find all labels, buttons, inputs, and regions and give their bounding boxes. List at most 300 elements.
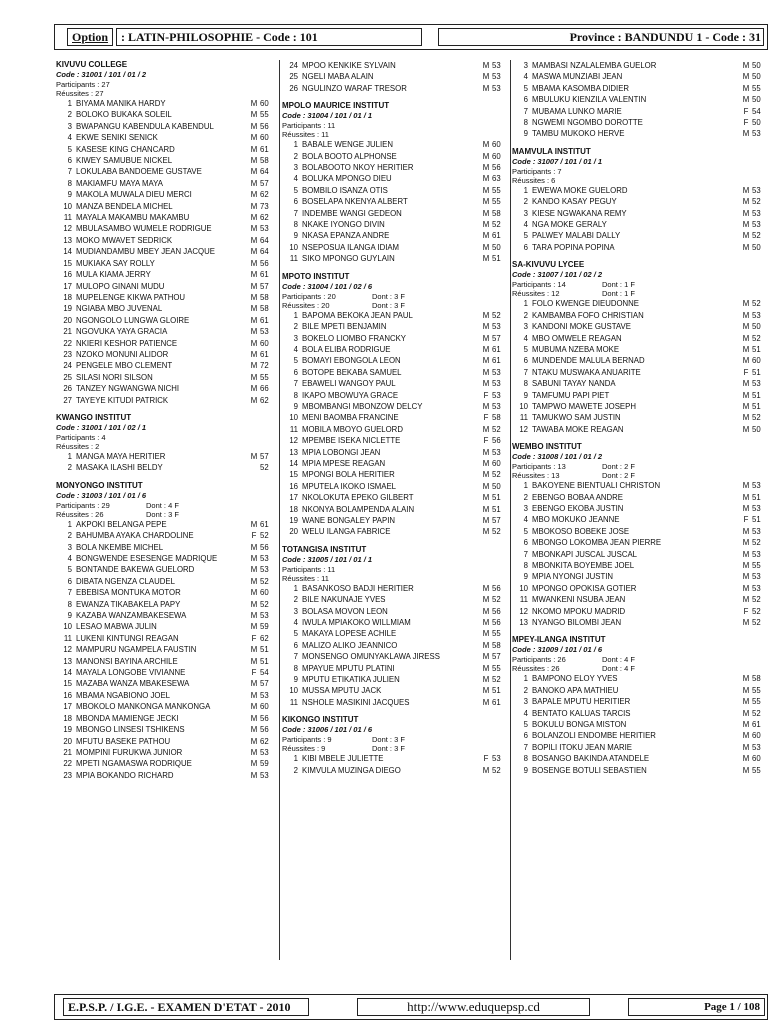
student-sex: M bbox=[482, 185, 490, 195]
student-score: 53 bbox=[492, 322, 501, 332]
student-number: 24 bbox=[63, 361, 72, 371]
student-number: 6 bbox=[523, 731, 528, 741]
student-name: BILE NAKUNAJE YVES bbox=[302, 595, 386, 605]
school-block bbox=[282, 60, 508, 94]
student-score: 55 bbox=[492, 663, 501, 673]
student-row bbox=[56, 656, 276, 667]
student-number: 7 bbox=[523, 742, 528, 752]
student-score: 53 bbox=[752, 379, 761, 389]
student-sex: M bbox=[482, 208, 490, 218]
student-score: 53 bbox=[752, 220, 761, 230]
student-score: 60 bbox=[492, 140, 501, 150]
student-row bbox=[282, 447, 508, 458]
student-name: NGULINZO WARAF TRESOR bbox=[302, 83, 407, 93]
student-name: MUKIAKA SAY ROLLY bbox=[76, 258, 155, 268]
student-score: 53 bbox=[752, 742, 761, 752]
student-score: 61 bbox=[260, 144, 269, 154]
school-code: Code : 31004 / 101 / 01 / 1 bbox=[282, 111, 373, 121]
student-score: 56 bbox=[492, 163, 501, 173]
student-score: 51 bbox=[752, 344, 761, 354]
student-sex: M bbox=[250, 542, 258, 552]
reussites-count: Réussites : 11 bbox=[282, 573, 329, 583]
student-row bbox=[512, 412, 768, 423]
student-sex: M bbox=[482, 220, 490, 230]
student-number: 4 bbox=[67, 554, 72, 563]
student-score: 51 bbox=[492, 686, 501, 696]
student-sex: M bbox=[250, 338, 258, 348]
student-number: 9 bbox=[67, 611, 72, 621]
reussites-line bbox=[56, 442, 276, 451]
student-sex: M bbox=[250, 144, 258, 154]
school-block bbox=[512, 260, 768, 435]
student-sex: M bbox=[250, 599, 258, 609]
student-score: 52 bbox=[752, 618, 761, 628]
student-score: 55 bbox=[752, 765, 761, 775]
student-row bbox=[512, 83, 768, 94]
student-sex: M bbox=[250, 315, 258, 325]
student-name: NKONYA BOLAMPENDA ALAIN bbox=[302, 504, 415, 514]
student-row bbox=[282, 139, 508, 150]
student-sex: F bbox=[483, 413, 489, 423]
reussites-count: Réussites : 27 bbox=[56, 89, 104, 98]
participants-line bbox=[282, 565, 508, 574]
student-score: 58 bbox=[492, 413, 501, 423]
student-number: 6 bbox=[523, 95, 528, 105]
student-sex: M bbox=[742, 731, 750, 741]
student-name: MUBUMA NZEBA MOKE bbox=[532, 344, 620, 354]
student-number: 2 bbox=[293, 322, 298, 332]
student-row bbox=[282, 685, 508, 696]
student-row bbox=[512, 503, 768, 514]
student-row bbox=[56, 269, 276, 280]
student-score: 52 bbox=[260, 463, 269, 473]
student-sex: M bbox=[250, 622, 258, 632]
school-name: KIVUVU COLLEGE bbox=[56, 60, 128, 69]
student-sex: M bbox=[482, 163, 490, 173]
student-score: 52 bbox=[752, 299, 761, 309]
student-row bbox=[56, 132, 276, 143]
student-score: 64 bbox=[260, 247, 269, 257]
student-name: PENGELE MBO CLEMENT bbox=[76, 361, 173, 371]
student-score: 50 bbox=[752, 61, 761, 70]
student-sex: F bbox=[743, 106, 749, 116]
student-score: 52 bbox=[752, 606, 761, 616]
student-number: 10 bbox=[289, 686, 298, 696]
student-row bbox=[56, 144, 276, 155]
student-score: 52 bbox=[260, 576, 269, 586]
reussites-count: Réussites : 11 bbox=[282, 130, 329, 140]
participants-count: Participants : 11 bbox=[282, 564, 336, 574]
student-score: 51 bbox=[492, 254, 501, 264]
student-sex: M bbox=[250, 133, 258, 143]
student-row bbox=[512, 549, 768, 560]
student-score: 52 bbox=[752, 538, 761, 548]
student-row bbox=[282, 344, 508, 355]
student-score: 61 bbox=[260, 270, 269, 280]
student-score: 52 bbox=[492, 310, 501, 320]
student-name: MPEMBE ISEKA NICLETTE bbox=[302, 436, 401, 446]
student-score: 60 bbox=[492, 458, 501, 468]
student-score: 53 bbox=[260, 554, 269, 563]
student-score: 60 bbox=[260, 588, 269, 598]
student-number: 22 bbox=[63, 759, 72, 769]
student-sex: F bbox=[483, 436, 489, 446]
student-name: MANONSI BAYINA ARCHILE bbox=[76, 656, 178, 666]
student-number: 13 bbox=[289, 447, 298, 457]
student-name: MBONGO LOKOMBA JEAN PIERRE bbox=[532, 538, 662, 548]
student-row bbox=[512, 378, 768, 389]
student-name: BOLA ELIBA RODRIGUE bbox=[302, 344, 391, 354]
student-name: MWANKENI NSUBA JEAN bbox=[532, 595, 626, 605]
student-row bbox=[512, 480, 768, 491]
student-number: 6 bbox=[293, 197, 298, 207]
student-score: 53 bbox=[260, 770, 269, 780]
student-score: 61 bbox=[492, 356, 501, 366]
student-row bbox=[512, 185, 768, 196]
student-row bbox=[512, 526, 768, 537]
student-number: 16 bbox=[289, 481, 298, 491]
student-sex: M bbox=[742, 333, 750, 343]
student-sex: M bbox=[250, 690, 258, 700]
student-sex: M bbox=[250, 736, 258, 746]
participants-line bbox=[512, 280, 768, 289]
student-sex: M bbox=[250, 213, 258, 223]
student-sex: M bbox=[250, 565, 258, 575]
student-sex: M bbox=[482, 333, 490, 343]
student-number: 2 bbox=[523, 685, 528, 695]
student-name: SIKO MPONGO GUYLAIN bbox=[302, 254, 395, 264]
student-row bbox=[56, 747, 276, 758]
student-number: 9 bbox=[523, 765, 528, 775]
student-name: EWEWA MOKE GUELORD bbox=[532, 185, 628, 195]
student-row bbox=[282, 412, 508, 423]
student-score: 60 bbox=[260, 338, 269, 348]
student-score: 53 bbox=[752, 310, 761, 320]
student-number: 5 bbox=[523, 231, 528, 241]
student-sex: M bbox=[482, 629, 490, 639]
student-name: BOLA NKEMBE MICHEL bbox=[76, 542, 164, 552]
student-row bbox=[512, 367, 768, 378]
student-name: NKIERI KESHOR PATIENCE bbox=[76, 338, 178, 348]
student-name: BIYAMA MANIKA HARDY bbox=[76, 99, 166, 108]
student-score: 53 bbox=[492, 83, 501, 93]
student-row bbox=[282, 378, 508, 389]
student-name: NKASA EPANZA ANDRE bbox=[302, 231, 390, 241]
student-row bbox=[56, 758, 276, 769]
student-number: 9 bbox=[293, 231, 298, 241]
student-row bbox=[56, 98, 276, 109]
student-score: 50 bbox=[752, 95, 761, 105]
student-name: MBONGO LINSESI TSHIKENS bbox=[76, 725, 185, 735]
student-name: MAKIAMFU MAYA MAYA bbox=[76, 178, 163, 188]
student-name: EBAWELI WANGOY PAUL bbox=[302, 379, 396, 389]
student-sex: M bbox=[742, 61, 750, 70]
student-sex: M bbox=[250, 304, 258, 314]
student-sex: M bbox=[742, 344, 750, 354]
student-name: INDEMBE WANGI GEDEON bbox=[302, 208, 402, 218]
student-sex: M bbox=[742, 95, 750, 105]
student-sex: M bbox=[482, 379, 490, 389]
student-row bbox=[512, 708, 768, 719]
student-row bbox=[56, 338, 276, 349]
student-score: 53 bbox=[492, 367, 501, 377]
school-block bbox=[282, 101, 508, 264]
student-sex: M bbox=[482, 242, 490, 252]
student-name: LOKULABA BANDOEME GUSTAVE bbox=[76, 167, 202, 177]
student-name: KAZABA WANZAMBAKESEWA bbox=[76, 611, 187, 621]
student-row bbox=[512, 617, 768, 628]
student-number: 4 bbox=[523, 220, 528, 230]
student-sex: M bbox=[250, 235, 258, 245]
student-row bbox=[282, 492, 508, 503]
student-number: 4 bbox=[523, 333, 528, 343]
student-score: 55 bbox=[492, 185, 501, 195]
student-score: 58 bbox=[752, 674, 761, 684]
student-row bbox=[56, 315, 276, 326]
student-number: 9 bbox=[67, 190, 72, 200]
student-name: MPAYUE MPUTU PLATINI bbox=[302, 663, 395, 673]
student-row bbox=[282, 151, 508, 162]
student-name: BOSANGO BAKINDA ATANDELE bbox=[532, 754, 650, 764]
student-score: 58 bbox=[260, 156, 269, 166]
school-code: Code : 31006 / 101 / 01 / 6 bbox=[282, 725, 373, 735]
student-number: 13 bbox=[63, 656, 72, 666]
student-row bbox=[282, 390, 508, 401]
student-row bbox=[56, 576, 276, 587]
student-row bbox=[56, 189, 276, 200]
student-number: 21 bbox=[63, 747, 72, 757]
student-sex: M bbox=[742, 356, 750, 366]
student-row bbox=[512, 765, 768, 776]
participants-female: Dont : 4 F bbox=[602, 655, 635, 665]
footer-url-link[interactable]: http://www.eduquepsp.cd bbox=[357, 998, 590, 1016]
student-score: 51 bbox=[752, 401, 761, 411]
student-number: 5 bbox=[293, 629, 298, 639]
student-number: 5 bbox=[293, 185, 298, 195]
school-block bbox=[282, 272, 508, 538]
student-name: MUNDENDE MALULA BERNAD bbox=[532, 356, 645, 366]
student-name: EKWE SENIKI SENICK bbox=[76, 133, 158, 143]
student-row bbox=[512, 355, 768, 366]
student-row bbox=[512, 583, 768, 594]
student-row bbox=[282, 173, 508, 184]
student-row bbox=[512, 401, 768, 412]
reussites-count: Réussites : 26 bbox=[56, 509, 104, 519]
school-name: KIKONGO INSTITUT bbox=[282, 715, 359, 725]
student-score: 53 bbox=[260, 690, 269, 700]
student-score: 56 bbox=[260, 542, 269, 552]
student-number: 3 bbox=[67, 121, 72, 131]
student-number: 6 bbox=[67, 576, 72, 586]
student-score: 56 bbox=[260, 121, 269, 131]
student-sex: M bbox=[250, 327, 258, 337]
student-name: BONTANDE BAKEWA GUELORD bbox=[76, 565, 195, 575]
participants-count: Participants : 26 bbox=[512, 655, 566, 665]
student-number: 10 bbox=[519, 583, 528, 593]
student-row bbox=[56, 223, 276, 234]
student-name: SABUNI TAYAY NANDA bbox=[532, 379, 616, 389]
results-column-3 bbox=[512, 60, 768, 783]
student-number: 18 bbox=[289, 504, 298, 514]
student-sex bbox=[248, 462, 260, 473]
student-number: 1 bbox=[523, 674, 528, 684]
student-sex: M bbox=[250, 759, 258, 769]
student-name: BAKOYENE BIENTUALI CHRISTON bbox=[532, 481, 661, 491]
student-score: 52 bbox=[492, 527, 501, 537]
student-name: MANGA MAYA HERITIER bbox=[76, 451, 166, 461]
student-name: MBAMA NGABIONO JOEL bbox=[76, 690, 171, 700]
student-name: MOMPINI FURUKWA JUNIOR bbox=[76, 747, 183, 757]
student-row bbox=[56, 690, 276, 701]
student-score: 50 bbox=[752, 242, 761, 252]
school-code: Code : 31008 / 101 / 01 / 2 bbox=[512, 452, 603, 462]
student-score: 53 bbox=[752, 503, 761, 513]
student-row bbox=[56, 235, 276, 246]
student-name: MOBILA MBOYO GUELORD bbox=[302, 424, 403, 434]
reussites-line bbox=[512, 176, 768, 185]
student-number: 6 bbox=[293, 367, 298, 377]
student-name: NGIABA MBO JUVENAL bbox=[76, 304, 163, 314]
column-divider bbox=[510, 60, 511, 960]
student-name: MENI BAOMBA FRANCINE bbox=[302, 413, 399, 423]
student-number: 15 bbox=[63, 679, 72, 689]
header-bar bbox=[54, 24, 768, 50]
student-number: 19 bbox=[63, 725, 72, 735]
reussites-line bbox=[56, 510, 276, 519]
student-name: MBONKAPI JUSCAL JUSCAL bbox=[532, 549, 637, 559]
student-sex: M bbox=[742, 618, 750, 628]
student-sex: M bbox=[482, 583, 490, 593]
student-name: MPONGI BOLA HERITIER bbox=[302, 470, 395, 480]
student-sex: M bbox=[742, 299, 750, 309]
reussites-count: Réussites : 20 bbox=[282, 300, 330, 310]
student-row bbox=[56, 530, 276, 541]
student-score: 59 bbox=[260, 759, 269, 769]
student-name: MUPELENGE KIKWA PATHOU bbox=[76, 292, 186, 302]
student-name: FOLO KWENGE DIEUDONNE bbox=[532, 299, 640, 309]
student-sex: M bbox=[250, 372, 258, 382]
student-name: BAPALE MPUTU HERITIER bbox=[532, 697, 631, 707]
student-name: NZOKO MONUNI ALIDOR bbox=[76, 349, 169, 359]
student-number: 13 bbox=[519, 618, 528, 628]
student-row bbox=[512, 117, 768, 128]
student-row bbox=[56, 553, 276, 564]
student-row bbox=[56, 701, 276, 712]
student-number: 6 bbox=[67, 156, 72, 166]
student-number: 11 bbox=[63, 633, 72, 643]
student-score: 61 bbox=[260, 519, 269, 529]
student-number: 1 bbox=[523, 185, 528, 195]
student-row bbox=[56, 713, 276, 724]
student-score: 53 bbox=[492, 447, 501, 457]
student-row bbox=[282, 162, 508, 173]
student-row bbox=[282, 424, 508, 435]
student-number: 12 bbox=[63, 645, 72, 655]
student-score: 50 bbox=[752, 322, 761, 332]
reussites-line bbox=[512, 289, 768, 298]
student-name: BOLUKA MPONGO DIEU bbox=[302, 174, 392, 184]
student-name: BONGWENDE ESESENGE MADRIQUE bbox=[76, 554, 218, 563]
student-score: 57 bbox=[260, 679, 269, 689]
student-score: 50 bbox=[752, 118, 761, 128]
participants-count: Participants : 14 bbox=[512, 280, 566, 290]
student-name: MULA KIAMA JERRY bbox=[76, 270, 151, 280]
school-code: Code : 31009 / 101 / 01 / 6 bbox=[512, 645, 603, 655]
student-number: 15 bbox=[63, 258, 72, 268]
reussites-female: Dont : 3 F bbox=[372, 300, 405, 310]
student-name: TAMUKWO SAM JUSTIN bbox=[532, 413, 621, 423]
student-row bbox=[512, 560, 768, 571]
student-sex: M bbox=[742, 322, 750, 332]
school-block bbox=[512, 442, 768, 628]
student-number: 5 bbox=[67, 565, 72, 575]
student-number: 18 bbox=[63, 713, 72, 723]
student-name: BABALE WENGE JULIEN bbox=[302, 140, 393, 150]
student-number: 5 bbox=[67, 144, 72, 154]
student-row bbox=[282, 310, 508, 321]
student-name: MBULUKU KIENZILA VALENTIN bbox=[532, 95, 647, 105]
student-number: 24 bbox=[289, 61, 298, 70]
student-number: 7 bbox=[67, 588, 72, 598]
student-score: 58 bbox=[260, 304, 269, 314]
reussites-count: Réussites : 12 bbox=[512, 289, 560, 299]
student-number: 2 bbox=[67, 531, 72, 541]
student-name: PALWEY MALABI DALLY bbox=[532, 231, 621, 241]
participants-female: Dont : 3 F bbox=[372, 735, 405, 745]
student-row bbox=[56, 360, 276, 371]
student-row bbox=[282, 504, 508, 515]
student-score: 53 bbox=[492, 390, 501, 400]
student-number: 20 bbox=[63, 736, 72, 746]
student-sex: M bbox=[250, 679, 258, 689]
school-name: MAMVULA INSTITUT bbox=[512, 146, 591, 156]
results-column-1 bbox=[56, 60, 276, 788]
participants-female: Dont : 2 F bbox=[602, 462, 635, 472]
student-sex: M bbox=[250, 611, 258, 621]
student-score: 51 bbox=[492, 493, 501, 503]
student-score: 52 bbox=[492, 470, 501, 480]
student-number: 25 bbox=[289, 72, 298, 82]
student-name: MOKO MWAVET SEDRICK bbox=[76, 235, 173, 245]
student-score: 51 bbox=[752, 390, 761, 400]
school-code: Code : 31001 / 101 / 01 / 2 bbox=[56, 70, 147, 79]
student-number: 2 bbox=[293, 595, 298, 605]
student-name: MBO MOKUKO JEANNE bbox=[532, 515, 620, 525]
student-sex: M bbox=[482, 83, 490, 93]
student-name: BILE MPETI BENJAMIN bbox=[302, 322, 387, 332]
student-sex: F bbox=[743, 606, 749, 616]
student-number: 4 bbox=[523, 515, 528, 525]
student-name: BOTOPE BEKABA SAMUEL bbox=[302, 367, 402, 377]
student-row bbox=[512, 344, 768, 355]
student-sex: M bbox=[742, 185, 750, 195]
student-score: 56 bbox=[260, 258, 269, 268]
student-name: MUBAMA LUNKO MARIE bbox=[532, 106, 622, 116]
student-score: 53 bbox=[752, 583, 761, 593]
student-number: 12 bbox=[519, 606, 528, 616]
student-number: 4 bbox=[293, 618, 298, 628]
student-row bbox=[512, 321, 768, 332]
student-number: 17 bbox=[289, 493, 298, 503]
student-sex: M bbox=[742, 765, 750, 775]
student-sex: M bbox=[250, 178, 258, 188]
student-sex: M bbox=[742, 83, 750, 93]
reussites-line bbox=[282, 130, 508, 139]
student-number: 3 bbox=[523, 208, 528, 218]
student-sex: M bbox=[482, 151, 490, 161]
student-number: 3 bbox=[293, 606, 298, 616]
student-row bbox=[282, 185, 508, 196]
